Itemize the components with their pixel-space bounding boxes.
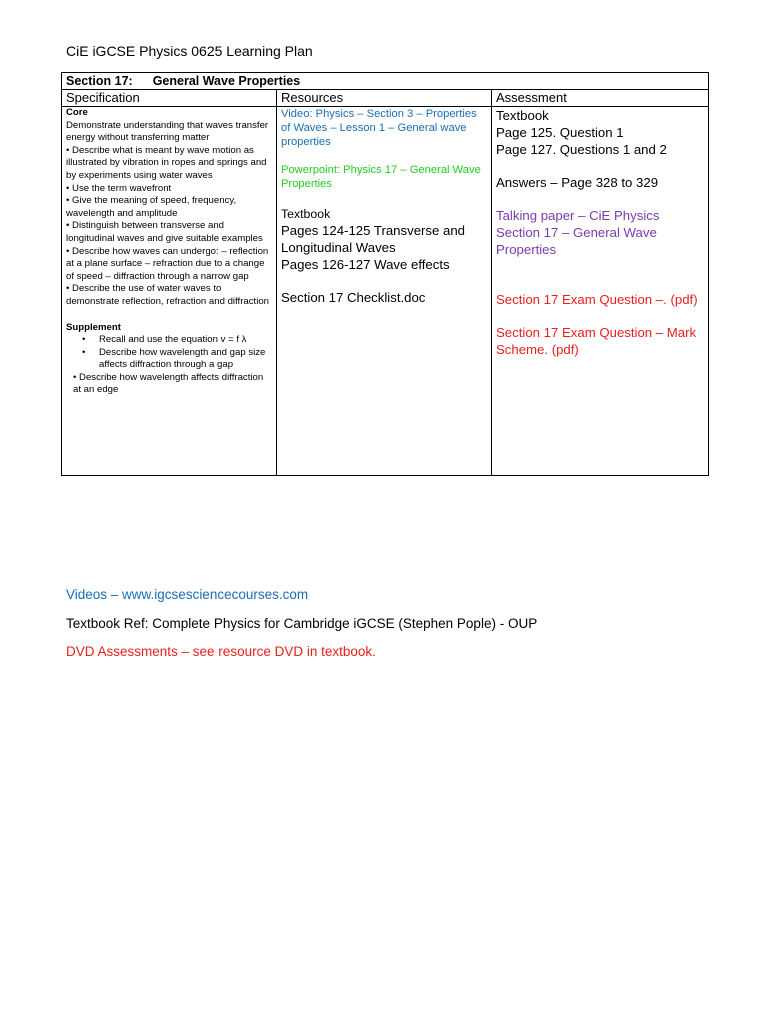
core-heading: Core	[66, 107, 88, 118]
learning-plan-table	[61, 72, 709, 476]
core-item: • Describe the use of water waves to demonstrate reflection, refraction and diffraction	[66, 283, 270, 307]
specification-cell	[62, 107, 277, 476]
supplement-item: • Describe how wavelength affects diffraction at an edge	[73, 371, 264, 396]
core-item: • Use the term wavefront	[66, 182, 172, 194]
textbook-label: Textbook	[281, 207, 331, 221]
supplement-heading: Supplement	[66, 321, 121, 333]
mark-scheme-link[interactable]: Section 17 Exam Question – Mark Scheme. (pdf)	[496, 325, 697, 357]
header-specification: Specification	[62, 90, 277, 107]
assessment-textbook-label: Textbook	[496, 108, 549, 123]
checklist-link[interactable]: Section 17 Checklist.doc	[281, 290, 426, 305]
dvd-assessments-note: DVD Assessments – see resource DVD in textbook.	[66, 644, 376, 659]
answers-text: Answers – Page 328 to 329	[496, 175, 659, 190]
header-resources: Resources	[277, 90, 492, 107]
section-name: General Wave Properties	[152, 74, 301, 88]
assessment-question: Page 125. Question 1	[496, 125, 624, 140]
videos-link[interactable]: Videos – www.igcsesciencecourses.com	[66, 587, 309, 602]
core-item: • Distinguish between transverse and longitudinal waves and give suitable examples	[66, 220, 263, 244]
page-title: CiE iGCSE Physics 0625 Learning Plan	[66, 43, 313, 59]
section-number: Section 17:	[66, 74, 133, 88]
supplement-item: • Recall and use the equation v = f λ	[99, 334, 272, 347]
powerpoint-link[interactable]: Powerpoint: Physics 17 – General Wave Properties	[281, 164, 481, 190]
video-link[interactable]: Video: Physics – Section 3 – Properties of Waves – Lesson 1 – General wave properties	[281, 108, 477, 148]
assessment-cell	[492, 107, 709, 476]
supplement-item: • Describe how wavelength and gap size affects diffraction through a gap	[99, 347, 272, 372]
resources-cell	[277, 107, 492, 476]
exam-question-link[interactable]: Section 17 Exam Question –. (pdf)	[496, 292, 698, 307]
header-assessment: Assessment	[492, 90, 709, 107]
section-heading	[62, 73, 709, 90]
textbook-pages: Pages 126-127 Wave effects	[281, 257, 450, 272]
textbook-reference: Textbook Ref: Complete Physics for Cambridge iGCSE (Stephen Pople) - OUP	[66, 616, 538, 631]
core-item: • Describe how waves can undergo: – reflection at a plane surface – refraction due to a change of speed – diffraction through a narrow gap	[66, 245, 269, 282]
supplement-list	[66, 334, 272, 372]
textbook-pages: Pages 124-125 Transverse and Longitudinal Waves	[281, 223, 466, 255]
talking-paper-link[interactable]: Talking paper – CiE Physics Section 17 – General Wave Properties	[496, 208, 660, 257]
core-item: Demonstrate understanding that waves transfer energy without transferring matter	[66, 119, 269, 144]
core-item: • Give the meaning of speed, frequency, wavelength and amplitude	[66, 195, 237, 219]
core-item: • Describe what is meant by wave motion as illustrated by vibration in ropes and springs and by experiments using water waves	[66, 144, 267, 181]
assessment-question: Page 127. Questions 1 and 2	[496, 142, 667, 157]
